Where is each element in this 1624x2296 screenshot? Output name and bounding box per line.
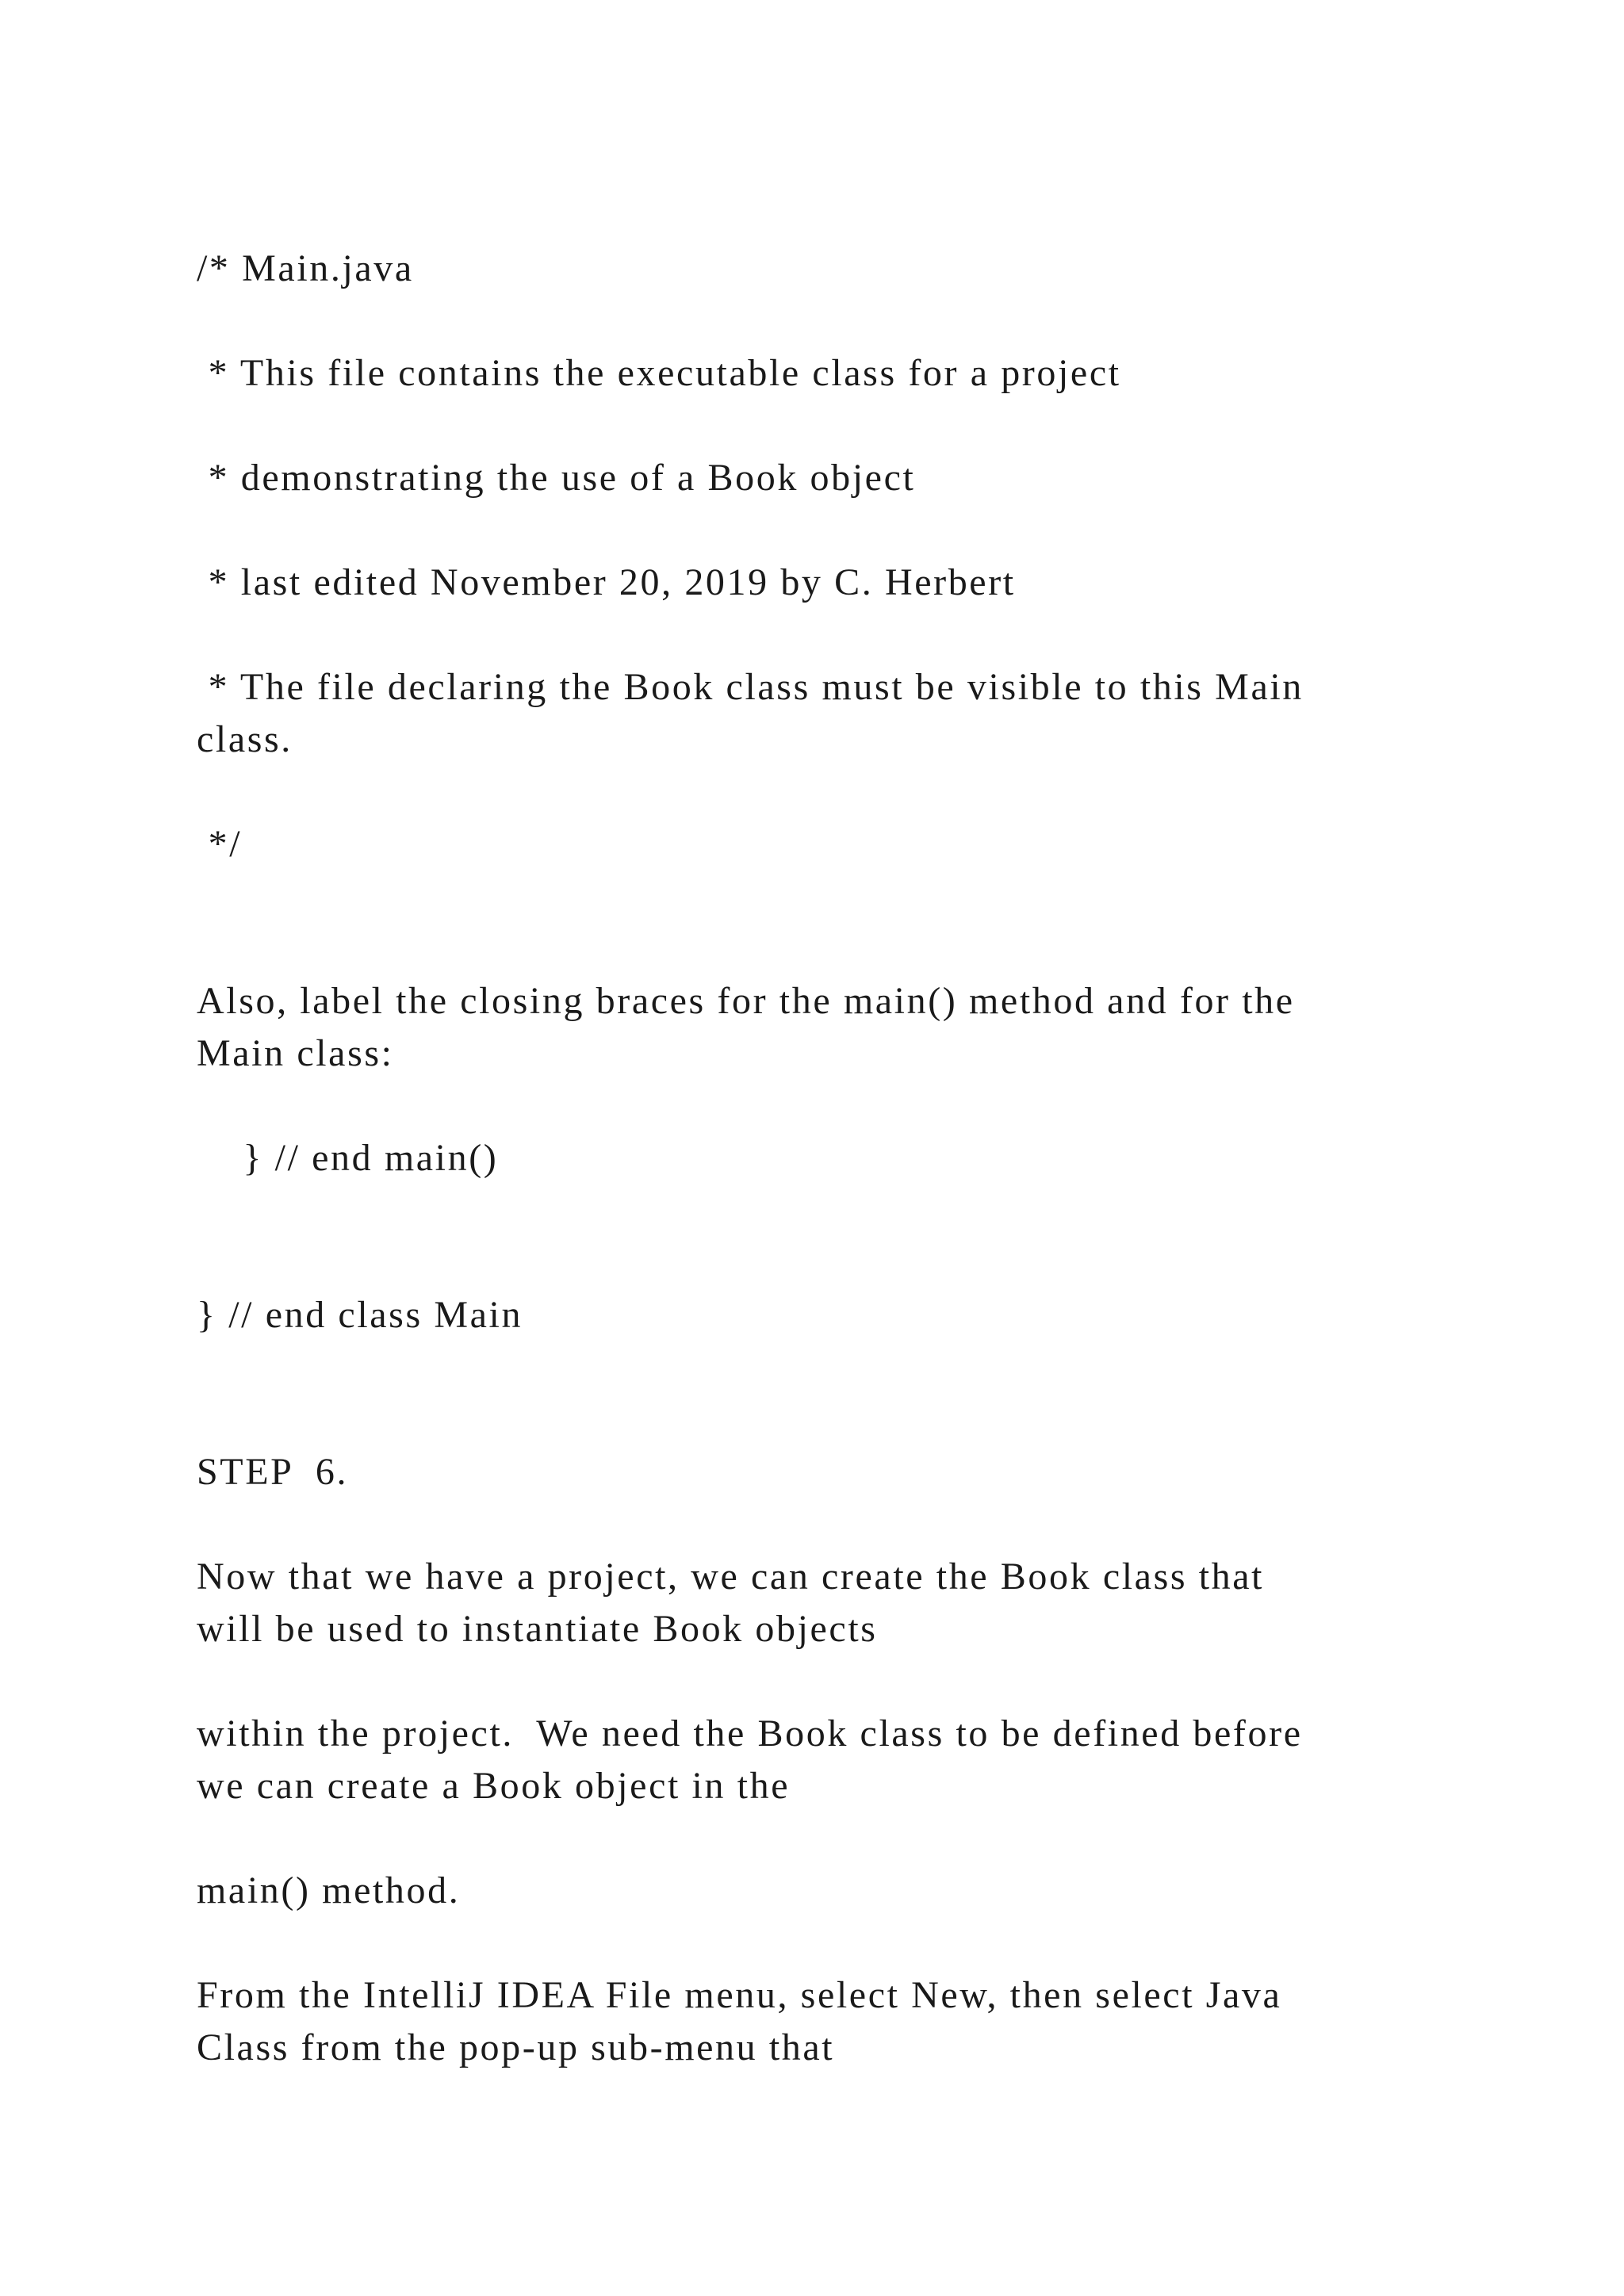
comment-close: */ [197, 823, 243, 865]
step-text-1: Now that we have a project, we can create the Book class that will be used to instantiate Book objects [197, 1556, 1265, 1650]
comment-line-filename: /* Main.java [197, 247, 414, 289]
instruction-label-braces: Also, label the closing braces for the main() method and for the Main class: [197, 980, 1295, 1074]
comment-line-edited: * last edited November 20, 2019 by C. Herbert [197, 561, 1016, 603]
step-text-4: From the IntelliJ IDEA File menu, select New, then select Java Class from the pop-up sub-menu that [197, 1974, 1282, 2068]
code-end-class: } // end class Main [197, 1294, 523, 1336]
step-heading: STEP 6. [197, 1451, 349, 1493]
comment-line-visibility: * The file declaring the Book class must be visible to this Main class. [197, 666, 1304, 760]
comment-line-description: * This file contains the executable class for a project [197, 352, 1121, 394]
step-text-3: main() method. [197, 1869, 461, 1911]
comment-line-demo: * demonstrating the use of a Book object [197, 457, 916, 499]
code-end-main: } // end main() [197, 1137, 499, 1179]
step-text-2: within the project. We need the Book class to be defined before we can create a Book object in the [197, 1712, 1303, 1807]
